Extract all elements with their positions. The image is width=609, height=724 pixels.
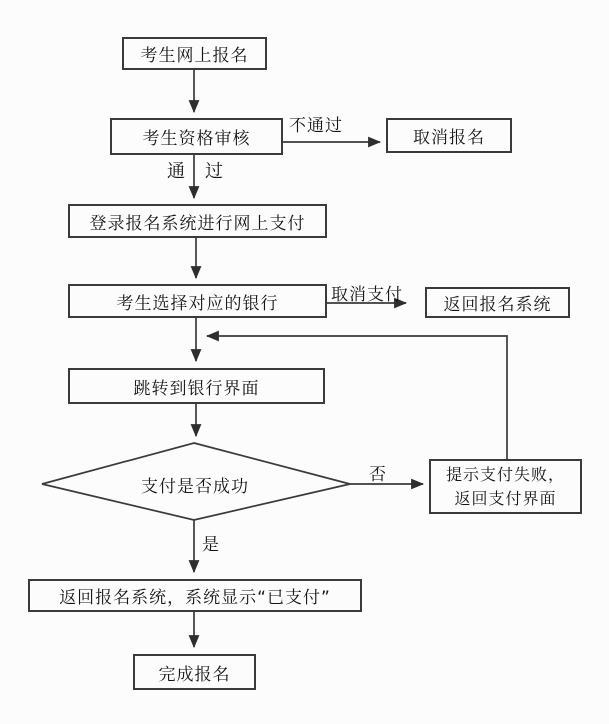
edge-label-cancel-payment: 取消支付 xyxy=(331,285,403,305)
node-finish-registration: 完成报名 xyxy=(133,654,256,690)
node-cancel-registration: 取消报名 xyxy=(386,118,512,153)
edge-label-yes: 是 xyxy=(202,535,220,555)
payment-failed-line1: 提示支付失败， xyxy=(445,465,565,485)
node-bank-page: 跳转到银行界面 xyxy=(68,368,325,404)
node-login-online-payment: 登录报名系统进行网上支付 xyxy=(68,204,327,238)
edge-label-pass: 通 过 xyxy=(167,161,224,182)
edge-label-no: 否 xyxy=(369,465,387,485)
payment-failed-line2: 返回支付界面 xyxy=(454,488,557,508)
edge-label-not-pass: 不通过 xyxy=(289,116,343,136)
node-choose-bank: 考生选择对应的银行 xyxy=(68,284,327,318)
node-qualification-review: 考生资格审核 xyxy=(110,118,283,155)
node-return-registration-system: 返回报名系统 xyxy=(425,287,570,318)
node-payment-failed xyxy=(429,459,582,514)
node-system-shows-paid: 返回报名系统，系统显示“已支付” xyxy=(28,579,362,612)
node-online-registration: 考生网上报名 xyxy=(122,37,267,70)
node-payment-success-decision: 支付是否成功 xyxy=(141,476,249,497)
